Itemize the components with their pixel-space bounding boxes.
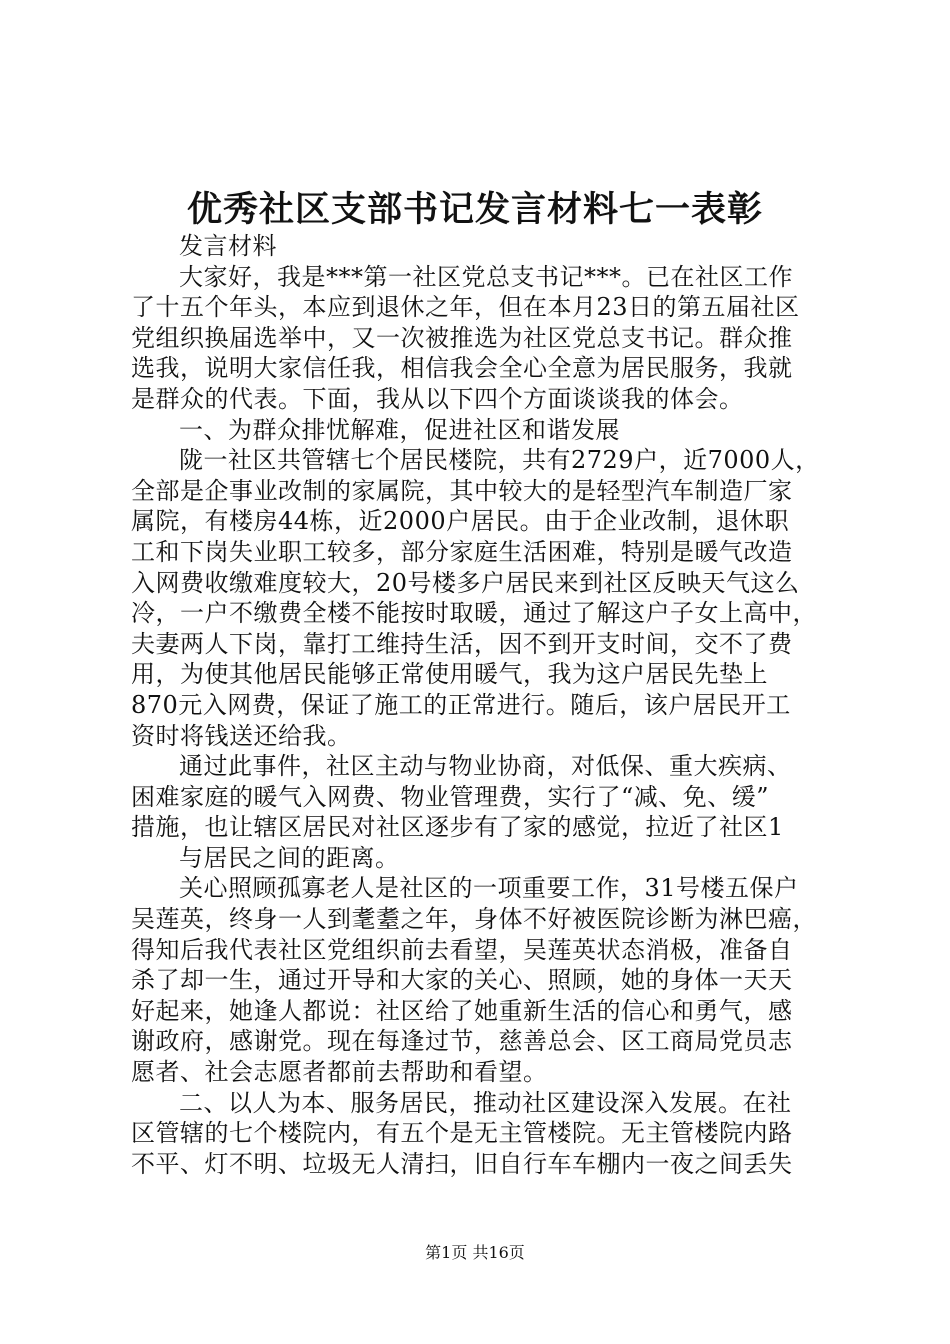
body-line: 了十五个年头，本应到退休之年，但在本月23日的第五届社区 (131, 293, 800, 322)
body-line: 是群众的代表。下面，我从以下四个方面谈谈我的体会。 (131, 384, 744, 413)
body-line: 夫妻两人下岗，靠打工维持生活，因不到开支时间，交不了费 (131, 629, 793, 658)
body-line: 全部是企事业改制的家属院，其中较大的是轻型汽车制造厂家 (131, 476, 793, 505)
body-line: 属院，有楼房44栋，近2000户居民。由于企业改制，退休职 (131, 507, 790, 536)
body-line: 好起来，她逢人都说：社区给了她重新生活的信心和勇气，感 (131, 996, 793, 1025)
body-line: 愿者、社会志愿者都前去帮助和看望。 (131, 1058, 548, 1087)
body-line: 区管辖的七个楼院内，有五个是无主管楼院。无主管楼院内路 (131, 1119, 793, 1148)
body-line: 党组织换届选举中，又一次被推选为社区党总支书记。群众推 (131, 323, 793, 352)
body-line: 得知后我代表社区党组织前去看望，吴莲英状态消极，准备自 (131, 935, 793, 964)
body-line: 工和下岗失业职工较多，部分家庭生活困难，特别是暖气改造 (131, 537, 793, 566)
body-line: 杀了却一生，通过开导和大家的关心、照顾，她的身体一天天 (131, 966, 793, 995)
body-line: 大家好，我是***第一社区党总支书记***。已在社区工作 (179, 262, 793, 291)
page-number-footer: 第1页 共16页 (425, 1243, 525, 1262)
body-line: 选我，说明大家信任我，相信我会全心全意为居民服务，我就 (131, 354, 793, 383)
body-line: 冷，一户不缴费全楼不能按时取暖，通过了解这户子女上高中， (131, 599, 817, 628)
document-title: 优秀社区支部书记发言材料七一表彰 (186, 189, 763, 230)
body-line: 资时将钱送还给我。 (131, 721, 352, 750)
document-body (131, 231, 831, 1179)
body-line: 陇一社区共管辖七个居民楼院，共有2729户，近7000人， (179, 446, 820, 475)
body-line: 发言材料 (179, 232, 277, 260)
body-line: 吴莲英，终身一人到耄耋之年，身体不好被医院诊断为淋巴癌， (131, 905, 817, 934)
body-line: 困难家庭的暖气入网费、物业管理费，实行了“减、免、缓” (131, 782, 770, 811)
body-line: 870元入网费，保证了施工的正常进行。随后，该户居民开工 (131, 690, 791, 719)
body-line: 入网费收缴难度较大，20号楼多户居民来到社区反映天气这么 (131, 568, 800, 597)
body-line: 不平、灯不明、垃圾无人清扫，旧自行车车棚内一夜之间丢失 (131, 1149, 793, 1178)
body-line: 通过此事件，社区主动与物业协商，对低保、重大疾病、 (179, 752, 792, 781)
section-heading: 一、为群众排忧解难，促进社区和谐发展 (179, 415, 620, 444)
body-line: 谢政府，感谢党。现在每逢过节，慈善总会、区工商局党员志 (131, 1027, 793, 1056)
section-heading: 二、以人为本、服务居民，推动社区建设深入发展。在社 (179, 1088, 792, 1117)
body-line: 措施，也让辖区居民对社区逐步有了家的感觉，拉近了社区1 (131, 813, 784, 842)
body-line: 与居民之间的距离。 (179, 843, 400, 872)
body-line: 用，为使其他居民能够正常使用暖气，我为这户居民先垫上 (131, 660, 768, 689)
body-line: 关心照顾孤寡老人是社区的一项重要工作，31号楼五保户 (179, 874, 799, 903)
